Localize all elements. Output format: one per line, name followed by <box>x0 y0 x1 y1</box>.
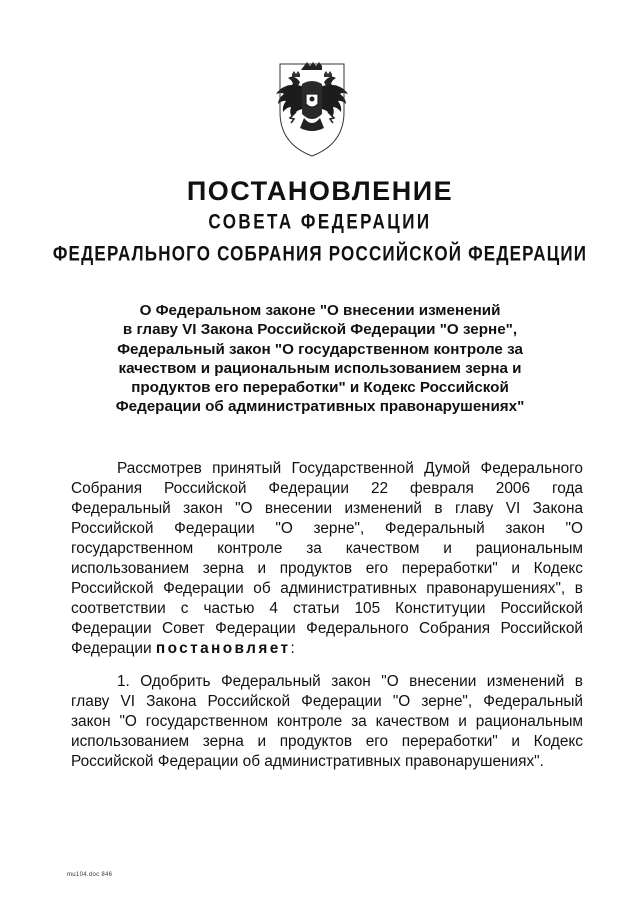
preamble-final-line <box>71 639 583 659</box>
subject-line: качеством и рациональным использованием зерна и <box>118 359 522 377</box>
resolution-item-1 <box>71 672 583 772</box>
preamble-final-suffix: : <box>290 640 295 657</box>
preamble-line: государственном контроле за качеством и рациональным <box>71 540 583 557</box>
subject-line: продуктов его переработки" и Кодекс Российской <box>131 379 509 397</box>
file-reference: mu104.doc 846 <box>67 872 113 878</box>
item-line: закон "О государственном контроле за качеством и рациональным <box>71 713 583 730</box>
subject-line: Федеральный закон "О государственном контроле за <box>117 340 523 358</box>
preamble-line: соответствии с частью 4 статьи 105 Конституции Российской <box>71 600 583 617</box>
resolution-subject <box>60 301 580 417</box>
preamble-paragraph <box>71 459 583 659</box>
preamble-line: Российской Федерации "О зерне", Федеральный закон "О <box>71 520 583 537</box>
item-line: Российской Федерации об административных правонарушениях". <box>71 753 544 770</box>
preamble-line: Российской Федерации об административных правонарушениях", в <box>71 580 583 597</box>
issuer-line-1: СОВЕТА ФЕДЕРАЦИИ <box>208 209 432 234</box>
resolves-keyword: постановляет <box>155 640 291 657</box>
document-title: ПОСТАНОВЛЕНИЕ <box>186 176 454 206</box>
coat-of-arms-icon <box>272 60 352 160</box>
preamble-line: Собрания Российской Федерации 22 февраля 2006 года <box>71 480 583 497</box>
subject-line: в главу VI Закона Российской Федерации "О зерне", <box>122 321 518 339</box>
item-line: использованием зерна и продуктов его переработки" и Кодекс <box>71 733 583 750</box>
preamble-final-prefix: Федерации <box>71 640 156 657</box>
subject-line: О Федеральном законе "О внесении изменений <box>139 302 501 319</box>
item-line: 1. Одобрить Федеральный закон "О внесении изменений в <box>117 673 583 690</box>
subject-line: Федерации об административных правонарушениях" <box>115 398 525 416</box>
preamble-line: использованием зерна и продуктов его переработки" и Кодекс <box>71 560 583 577</box>
preamble-line: Федеральный закон "О внесении изменений в главу VI Закона <box>71 500 583 517</box>
item-line: главу VI Закона Российской Федерации "О зерне", Федеральный <box>71 693 583 710</box>
preamble-line: Рассмотрев принятый Государственной Думой Федерального <box>117 460 583 477</box>
preamble-line: Федерации Совет Федерации Федерального Собрания Российской <box>71 620 583 637</box>
issuer-line-2: ФЕДЕРАЛЬНОГО СОБРАНИЯ РОССИЙСКОЙ ФЕДЕРАЦИИ <box>52 241 588 266</box>
